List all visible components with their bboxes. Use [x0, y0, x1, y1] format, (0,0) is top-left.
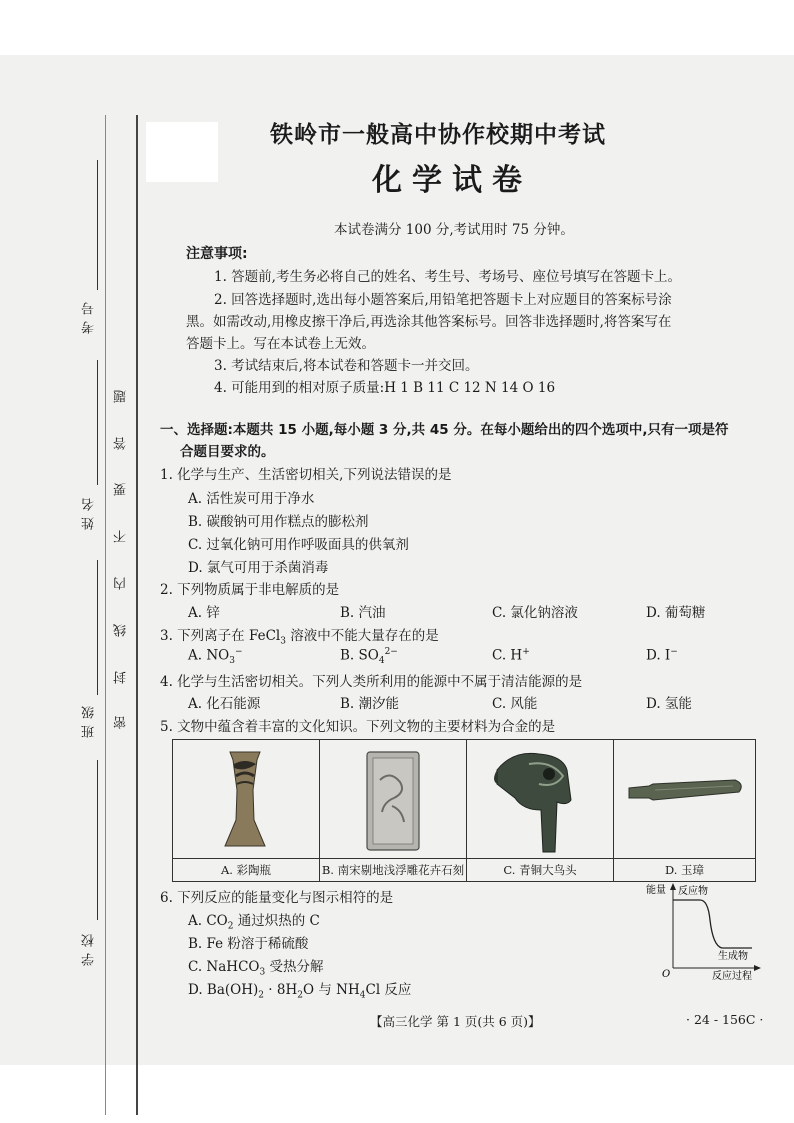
energy-diagram — [640, 880, 764, 982]
question-6-stem: 6. 下列反应的能量变化与图示相符的是 — [160, 890, 394, 906]
y-axis-arrow — [670, 883, 676, 890]
graph-origin-label: O — [662, 969, 671, 980]
q3-option-c: C. H+ — [492, 647, 530, 664]
artifact-cell-c — [467, 740, 614, 882]
section-heading-cont: 合题目要求的。 — [180, 444, 275, 460]
notes-heading: 注意事项: — [186, 246, 248, 262]
note-line: 1. 答题前,考生务必将自己的姓名、考生号、考场号、座位号填写在答题卡上。 — [214, 269, 681, 285]
seal-char: 要 — [114, 483, 129, 496]
q4-option-c: C. 风能 — [492, 696, 538, 712]
question-4-stem: 4. 化学与生活密切相关。下列人类所利用的能源中不属于清洁能源的是 — [160, 674, 583, 690]
seal-char: 封 — [114, 671, 129, 684]
subject-title: 化学试卷 — [372, 163, 532, 198]
artifact-cell-d — [614, 740, 756, 882]
side-label-xuexiao: 学校 — [82, 928, 97, 966]
q6-option-d: D. $Ba(OH)_2 \cdot 8H_2O$ 与 $NH_4Cl$ 反应 — [188, 982, 412, 1001]
energy-curve — [673, 900, 752, 948]
q6-option-c: C. NaHCO$_3$ 受热分解 — [188, 959, 324, 978]
question-3-stem: 3. 下列离子在 FeCl$_3$ 溶液中不能大量存在的是 — [160, 628, 439, 647]
q1-option-d: D. 氯气可用于杀菌消毒 — [188, 560, 329, 576]
note-line: 4. 可能用到的相对原子质量:H 1 B 11 C 12 N 14 O 16 — [214, 380, 556, 396]
side-label-banji: 班级 — [82, 700, 97, 738]
graph-product-label: 生成物 — [718, 951, 748, 962]
seal-char: 线 — [114, 624, 129, 637]
note-line: 3. 考试结束后,将本试卷和答题卡一并交回。 — [214, 358, 479, 374]
exam-title: 铁岭市一般高中协作校期中考试 — [270, 122, 606, 148]
blank-label-area — [146, 122, 218, 182]
binding-line-inner — [136, 115, 138, 1115]
artifact-caption-a: A. 彩陶瓶 — [173, 858, 319, 881]
artifact-caption-d: D. 玉璋 — [614, 858, 755, 881]
side-label-kaohao: 考号 — [82, 296, 97, 334]
note-line: 黑。如需改动,用橡皮擦干净后,再选涂其他答案标号。回答非选择题时,将答案写在 — [186, 314, 672, 330]
q2-option-b: B. 汽油 — [340, 605, 386, 621]
page-footer: 【高三化学 第 1 页(共 6 页)】 — [370, 1014, 541, 1029]
graph-reactant-label: 反应物 — [678, 886, 708, 897]
binding-line-outer — [105, 115, 106, 1115]
side-underline-kaohao — [97, 160, 98, 290]
artifact-caption-c: C. 青铜大鸟头 — [467, 858, 613, 881]
q6-option-a: A. $CO_2$ 通过炽热的 C — [188, 913, 320, 932]
note-line: 答题卡上。写在本试卷上无效。 — [186, 336, 375, 352]
q4-option-a: A. 化石能源 — [188, 696, 261, 712]
q6-option-b: B. Fe 粉溶于稀硫酸 — [188, 936, 309, 952]
q4-option-b: B. 潮汐能 — [340, 696, 400, 712]
paper-code: · 24 - 156C · — [686, 1012, 764, 1027]
q2-option-a: A. 锌 — [188, 605, 220, 621]
q2-option-d: D. 葡萄糖 — [646, 605, 706, 621]
seal-char: 题 — [114, 390, 129, 403]
note-line: 2. 回答选择题时,选出每小题答案后,用铅笔把答题卡上对应题目的答案标号涂 — [214, 292, 672, 308]
side-underline-xingming — [97, 360, 98, 485]
q3-option-a: A. $NO_3^-$ — [188, 647, 243, 667]
side-underline-banji — [97, 560, 98, 695]
section-heading: 一、选择题:本题共 15 小题,每小题 3 分,共 45 分。在每小题给出的四个选项中,只有一项是符 — [160, 422, 729, 438]
painted-pottery-vase-image — [173, 740, 319, 858]
question-1-stem: 1. 化学与生产、生活密切相关,下列说法错误的是 — [160, 467, 452, 483]
q2-option-c: C. 氯化钠溶液 — [492, 605, 578, 621]
graph-x-label: 反应过程 — [712, 971, 752, 982]
q1-option-b: B. 碳酸钠可用作糕点的膨松剂 — [188, 514, 369, 530]
seal-char: 密 — [114, 716, 129, 729]
q4-option-d: D. 氢能 — [646, 696, 692, 712]
graph-y-label: 能量 — [646, 885, 666, 896]
jade-zhang-image — [615, 740, 755, 858]
side-underline-xuexiao — [97, 760, 98, 920]
artifact-cell-b — [320, 740, 467, 882]
artifact-table — [172, 739, 756, 882]
q1-option-c: C. 过氧化钠可用作呼吸面具的供氧剂 — [188, 537, 409, 553]
bronze-bird-head-image — [467, 740, 613, 858]
exam-info: 本试卷满分 100 分,考试用时 75 分钟。 — [334, 222, 574, 238]
seal-char: 内 — [114, 577, 129, 590]
seal-char: 答 — [114, 437, 129, 450]
artifact-caption-b: B. 南宋剔地浅浮雕花卉石刻 — [320, 858, 466, 881]
q3-option-d: D. I− — [646, 647, 678, 664]
seal-char: 不 — [114, 530, 129, 543]
q3-option-b: B. $SO_4^{2-}$ — [340, 647, 398, 667]
q1-option-a: A. 活性炭可用于净水 — [188, 491, 315, 507]
artifact-cell-a — [173, 740, 320, 882]
stone-carving-image — [320, 740, 466, 858]
side-label-xingming: 姓名 — [82, 492, 97, 530]
question-2-stem: 2. 下列物质属于非电解质的是 — [160, 582, 340, 598]
x-axis-arrow — [754, 965, 761, 971]
question-5-stem: 5. 文物中蕴含着丰富的文化知识。下列文物的主要材料为合金的是 — [160, 719, 556, 735]
